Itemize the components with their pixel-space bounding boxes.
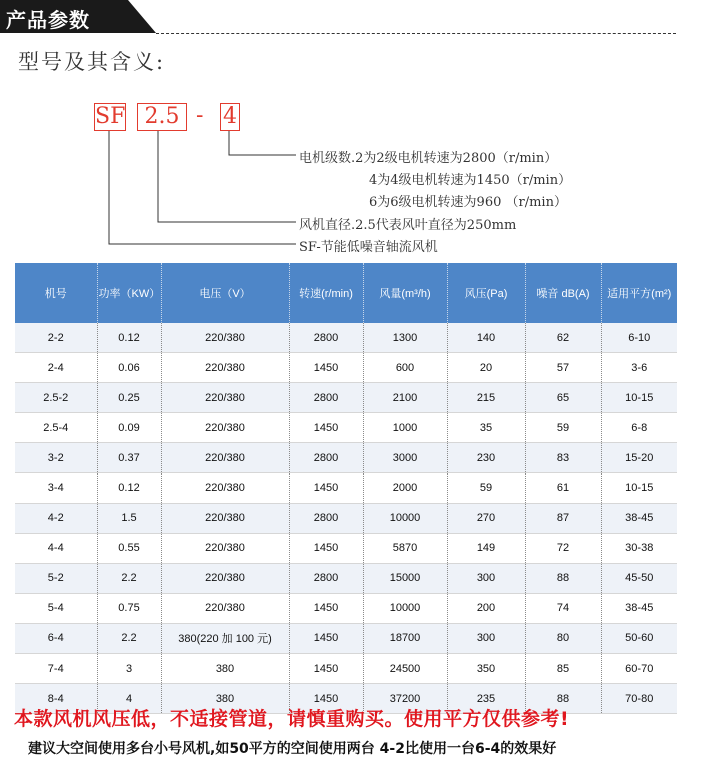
- table-cell: 0.12: [97, 323, 161, 353]
- table-cell: 6-8: [601, 413, 677, 443]
- table-cell: 10-15: [601, 473, 677, 503]
- table-cell: 2.2: [97, 563, 161, 593]
- table-row: [15, 623, 677, 653]
- table-cell: 0.25: [97, 383, 161, 413]
- table-cell: 18700: [363, 623, 447, 653]
- table-cell: 59: [447, 473, 525, 503]
- legend-series: SF-节能低噪音轴流风机: [299, 240, 438, 255]
- table-cell: 220/380: [161, 323, 289, 353]
- table-cell: 74: [525, 593, 601, 623]
- table-row: [15, 654, 677, 684]
- col-header: 机号: [15, 263, 97, 323]
- table-row: [15, 413, 677, 443]
- table-cell: 10-15: [601, 383, 677, 413]
- table-cell: 1450: [289, 353, 363, 383]
- table-cell: 5-4: [15, 593, 97, 623]
- table-cell: 149: [447, 533, 525, 563]
- table-cell: 220/380: [161, 473, 289, 503]
- table-cell: 38-45: [601, 503, 677, 533]
- table-cell: 2-4: [15, 353, 97, 383]
- table-row: [15, 563, 677, 593]
- legend-poles-4: 4为4级电机转速为1450（r/min）: [369, 173, 572, 188]
- table-cell: 37200: [363, 684, 447, 714]
- table-cell: 220/380: [161, 533, 289, 563]
- table-cell: 80: [525, 623, 601, 653]
- table-row: [15, 443, 677, 473]
- table-cell: 1450: [289, 593, 363, 623]
- table-row: [15, 353, 677, 383]
- table-cell: 3-6: [601, 353, 677, 383]
- table-cell: 1000: [363, 413, 447, 443]
- table-cell: 70-80: [601, 684, 677, 714]
- table-cell: 3: [97, 654, 161, 684]
- table-cell: 20: [447, 353, 525, 383]
- table-cell: 2100: [363, 383, 447, 413]
- warning-note: 本款风机风压低，不适接管道，请慎重购买。使用平方仅供参考!: [14, 708, 570, 730]
- table-row: [15, 503, 677, 533]
- table-cell: 0.06: [97, 353, 161, 383]
- col-header: 适用平方(m²): [601, 263, 677, 323]
- table-cell: 0.12: [97, 473, 161, 503]
- table-cell: 5870: [363, 533, 447, 563]
- table-cell: 30-38: [601, 533, 677, 563]
- table-cell: 7-4: [15, 654, 97, 684]
- table-cell: 62: [525, 323, 601, 353]
- table-cell: 6-10: [601, 323, 677, 353]
- table-cell: 2.5-2: [15, 383, 97, 413]
- table-cell: 1450: [289, 623, 363, 653]
- table-cell: 300: [447, 563, 525, 593]
- suggestion-note: 建议大空间使用多台小号风机,如50平方的空间使用两台 4-2比使用一台6-4的效果好: [28, 741, 557, 757]
- table-cell: 1450: [289, 684, 363, 714]
- legend-diameter: 风机直径.2.5代表风叶直径为250mm: [299, 218, 517, 233]
- table-cell: 230: [447, 443, 525, 473]
- spec-table: [15, 263, 677, 714]
- table-cell: 1450: [289, 654, 363, 684]
- table-cell: 2.5-4: [15, 413, 97, 443]
- table-cell: 59: [525, 413, 601, 443]
- table-cell: 8-4: [15, 684, 97, 714]
- col-header: 转速(r/min): [289, 263, 363, 323]
- table-cell: 4: [97, 684, 161, 714]
- table-cell: 0.55: [97, 533, 161, 563]
- col-header: 噪音 dB(A): [525, 263, 601, 323]
- table-cell: 140: [447, 323, 525, 353]
- table-cell: 0.37: [97, 443, 161, 473]
- table-cell: 3-2: [15, 443, 97, 473]
- table-row: [15, 323, 677, 353]
- table-cell: 380(220 加 100 元): [161, 623, 289, 653]
- table-cell: 220/380: [161, 503, 289, 533]
- table-cell: 57: [525, 353, 601, 383]
- table-cell: 235: [447, 684, 525, 714]
- table-cell: 2800: [289, 503, 363, 533]
- model-meaning-title: 型号及其含义:: [18, 50, 166, 74]
- table-cell: 35: [447, 413, 525, 443]
- col-header: 风量(m³/h): [363, 263, 447, 323]
- table-cell: 1450: [289, 413, 363, 443]
- table-cell: 60-70: [601, 654, 677, 684]
- table-cell: 380: [161, 654, 289, 684]
- table-cell: 88: [525, 684, 601, 714]
- table-cell: 2000: [363, 473, 447, 503]
- code-poles: 4: [220, 103, 240, 131]
- table-cell: 1.5: [97, 503, 161, 533]
- table-cell: 24500: [363, 654, 447, 684]
- table-cell: 4-2: [15, 503, 97, 533]
- table-cell: 1450: [289, 533, 363, 563]
- table-header-row: [15, 263, 677, 323]
- table-cell: 15000: [363, 563, 447, 593]
- table-cell: 72: [525, 533, 601, 563]
- table-cell: 215: [447, 383, 525, 413]
- table-cell: 2800: [289, 563, 363, 593]
- table-row: [15, 383, 677, 413]
- table-cell: 10000: [363, 593, 447, 623]
- table-cell: 2800: [289, 323, 363, 353]
- table-cell: 1300: [363, 323, 447, 353]
- table-cell: 270: [447, 503, 525, 533]
- table-cell: 3000: [363, 443, 447, 473]
- table-cell: 220/380: [161, 593, 289, 623]
- col-header: 风压(Pa): [447, 263, 525, 323]
- table-cell: 300: [447, 623, 525, 653]
- table-cell: 6-4: [15, 623, 97, 653]
- col-header: 功率（KW）: [97, 263, 161, 323]
- table-cell: 2800: [289, 383, 363, 413]
- table-cell: 45-50: [601, 563, 677, 593]
- table-row: [15, 593, 677, 623]
- table-cell: 350: [447, 654, 525, 684]
- table-cell: 3-4: [15, 473, 97, 503]
- table-cell: 0.75: [97, 593, 161, 623]
- table-cell: 83: [525, 443, 601, 473]
- table-cell: 88: [525, 563, 601, 593]
- table-cell: 65: [525, 383, 601, 413]
- table-cell: 15-20: [601, 443, 677, 473]
- table-cell: 4-4: [15, 533, 97, 563]
- table-cell: 220/380: [161, 443, 289, 473]
- table-cell: 2.2: [97, 623, 161, 653]
- code-diameter: 2.5: [137, 103, 187, 131]
- table-cell: 220/380: [161, 353, 289, 383]
- table-cell: 200: [447, 593, 525, 623]
- table-cell: 2800: [289, 443, 363, 473]
- col-header: 电压（V）: [161, 263, 289, 323]
- table-cell: 2-2: [15, 323, 97, 353]
- table-row: [15, 473, 677, 503]
- section-title: 产品参数: [6, 8, 90, 32]
- table-cell: 380: [161, 684, 289, 714]
- table-cell: 1450: [289, 473, 363, 503]
- table-cell: 220/380: [161, 383, 289, 413]
- table-cell: 220/380: [161, 563, 289, 593]
- table-cell: 85: [525, 654, 601, 684]
- table-cell: 38-45: [601, 593, 677, 623]
- table-body: [15, 323, 677, 714]
- table-cell: 61: [525, 473, 601, 503]
- legend-poles-6: 6为6级电机转速为960 （r/min）: [369, 195, 567, 210]
- table-row: [15, 533, 677, 563]
- table-cell: 50-60: [601, 623, 677, 653]
- legend-poles-2: 电机级数.2为2级电机转速为2800（r/min）: [299, 151, 558, 166]
- table-cell: 0.09: [97, 413, 161, 443]
- table-cell: 5-2: [15, 563, 97, 593]
- table-cell: 600: [363, 353, 447, 383]
- table-cell: 10000: [363, 503, 447, 533]
- table-cell: 220/380: [161, 413, 289, 443]
- table-cell: 87: [525, 503, 601, 533]
- code-series: SF: [95, 104, 126, 129]
- code-separator: -: [196, 103, 204, 128]
